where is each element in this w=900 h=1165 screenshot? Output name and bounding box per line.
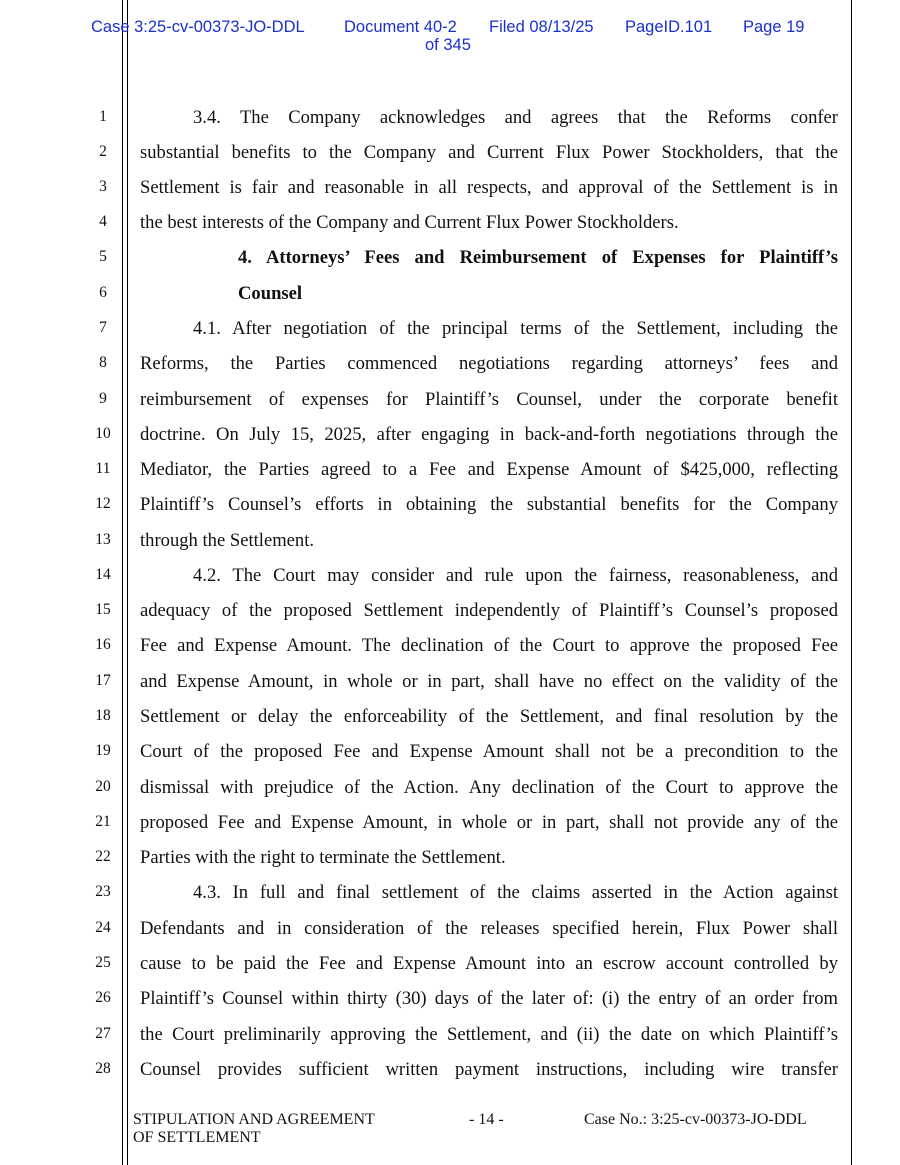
- paragraph-4-1-line: reimbursement of expenses for Plaintiff’s Counsel, under the corporate benefit: [140, 389, 838, 410]
- paragraph-4-2-line: and Expense Amount, in whole or in part, shall have no effect on the validity of the: [140, 671, 838, 692]
- paragraph-4-3-line: cause to be paid the Fee and Expense Amount into an escrow account controlled by: [140, 953, 838, 974]
- paragraph-4-1-line: Mediator, the Parties agreed to a Fee and Expense Amount of $425,000, reflecting: [140, 459, 838, 480]
- line-number: 12: [95, 495, 111, 512]
- section-4-heading: 4. Attorneys’ Fees and Reimbursement of Expenses for Plaintiff’s: [238, 247, 838, 268]
- paragraph-4-2-line: Settlement or delay the enforceability of the Settlement, and final resolution by the: [140, 706, 838, 727]
- paragraph-4-2-line: Fee and Expense Amount. The declination of the Court to approve the proposed Fee: [140, 635, 838, 656]
- line-number: 20: [95, 778, 111, 795]
- line-number: 26: [95, 989, 111, 1006]
- line-number: 22: [95, 848, 111, 865]
- line-number: 19: [95, 742, 111, 759]
- paragraph-4-1-line: Plaintiff’s Counsel’s efforts in obtaining the substantial benefits for the Company: [140, 494, 838, 515]
- line-number: 5: [99, 248, 107, 265]
- header-case-number: Case 3:25-cv-00373-JO-DDL: [91, 18, 305, 36]
- line-number: 10: [95, 425, 111, 442]
- left-margin-rule-outer: [122, 0, 123, 1165]
- header-page-total: of 345: [425, 36, 471, 54]
- header-page-id: PageID.101: [625, 18, 713, 36]
- line-number: 3: [99, 178, 107, 195]
- line-number: 15: [95, 601, 111, 618]
- line-number: 2: [99, 143, 107, 160]
- line-number: 27: [95, 1025, 111, 1042]
- line-number: 1: [99, 108, 107, 125]
- paragraph-4-2-line: 4.2. The Court may consider and rule upon the fairness, reasonableness, and: [193, 565, 838, 586]
- paragraph-4-1-line: Reforms, the Parties commenced negotiations regarding attorneys’ fees and: [140, 353, 838, 374]
- right-margin-rule: [851, 0, 852, 1165]
- header-page: Page 19: [743, 18, 805, 36]
- line-number: 23: [95, 883, 111, 900]
- paragraph-3-4-line: 3.4. The Company acknowledges and agrees that the Reforms confer: [193, 107, 838, 128]
- paragraph-4-3-line: Counsel provides sufficient written payment instructions, including wire transfer: [140, 1059, 838, 1080]
- line-number: 7: [99, 319, 107, 336]
- section-4-heading-cont: Counsel: [238, 283, 303, 304]
- line-number: 4: [99, 213, 107, 230]
- footer-case-number: Case No.: 3:25-cv-00373-JO-DDL: [584, 1111, 807, 1128]
- paragraph-4-3-line: Defendants and in consideration of the releases specified herein, Flux Power shall: [140, 918, 838, 939]
- footer-doc-title-line1: STIPULATION AND AGREEMENT: [133, 1111, 375, 1128]
- paragraph-4-2-line: Parties with the right to terminate the Settlement.: [140, 847, 506, 868]
- footer-page-number: - 14 -: [469, 1111, 504, 1128]
- line-number: 13: [95, 531, 111, 548]
- line-number: 6: [99, 284, 107, 301]
- line-number: 8: [99, 354, 107, 371]
- line-number: 25: [95, 954, 111, 971]
- paragraph-4-2-line: adequacy of the proposed Settlement independently of Plaintiff’s Counsel’s proposed: [140, 600, 838, 621]
- left-margin-rule-inner: [127, 0, 128, 1165]
- paragraph-3-4-line: substantial benefits to the Company and Current Flux Power Stockholders, that the: [140, 142, 838, 163]
- line-number: 18: [95, 707, 111, 724]
- line-number: 28: [95, 1060, 111, 1077]
- line-number: 11: [95, 460, 111, 477]
- footer-doc-title-line2: OF SETTLEMENT: [133, 1129, 261, 1146]
- paragraph-4-2-line: Court of the proposed Fee and Expense Amount shall not be a precondition to the: [140, 741, 838, 762]
- line-number: 24: [95, 919, 111, 936]
- line-number: 17: [95, 672, 111, 689]
- paragraph-3-4-line: Settlement is fair and reasonable in all respects, and approval of the Settlement is in: [140, 177, 838, 198]
- paragraph-4-3-line: 4.3. In full and final settlement of the claims asserted in the Action against: [193, 882, 838, 903]
- paragraph-3-4-line: the best interests of the Company and Current Flux Power Stockholders.: [140, 212, 679, 233]
- line-number: 16: [95, 636, 111, 653]
- line-number: 9: [99, 390, 107, 407]
- paragraph-4-1-line: through the Settlement.: [140, 530, 315, 551]
- paragraph-4-3-line: Plaintiff’s Counsel within thirty (30) days of the later of: (i) the entry of an order from: [140, 988, 838, 1009]
- paragraph-4-2-line: proposed Fee and Expense Amount, in whole or in part, shall not provide any of the: [140, 812, 838, 833]
- paragraph-4-3-line: the Court preliminarily approving the Settlement, and (ii) the date on which Plaintiff’s: [140, 1024, 838, 1045]
- header-document: Document 40-2: [344, 18, 457, 36]
- line-number: 21: [95, 813, 111, 830]
- header-filed-date: Filed 08/13/25: [489, 18, 594, 36]
- paragraph-4-1-line: 4.1. After negotiation of the principal terms of the Settlement, including the: [193, 318, 838, 339]
- paragraph-4-1-line: doctrine. On July 15, 2025, after engaging in back-and-forth negotiations through the: [140, 424, 838, 445]
- line-number: 14: [95, 566, 111, 583]
- paragraph-4-2-line: dismissal with prejudice of the Action. Any declination of the Court to approve the: [140, 777, 838, 798]
